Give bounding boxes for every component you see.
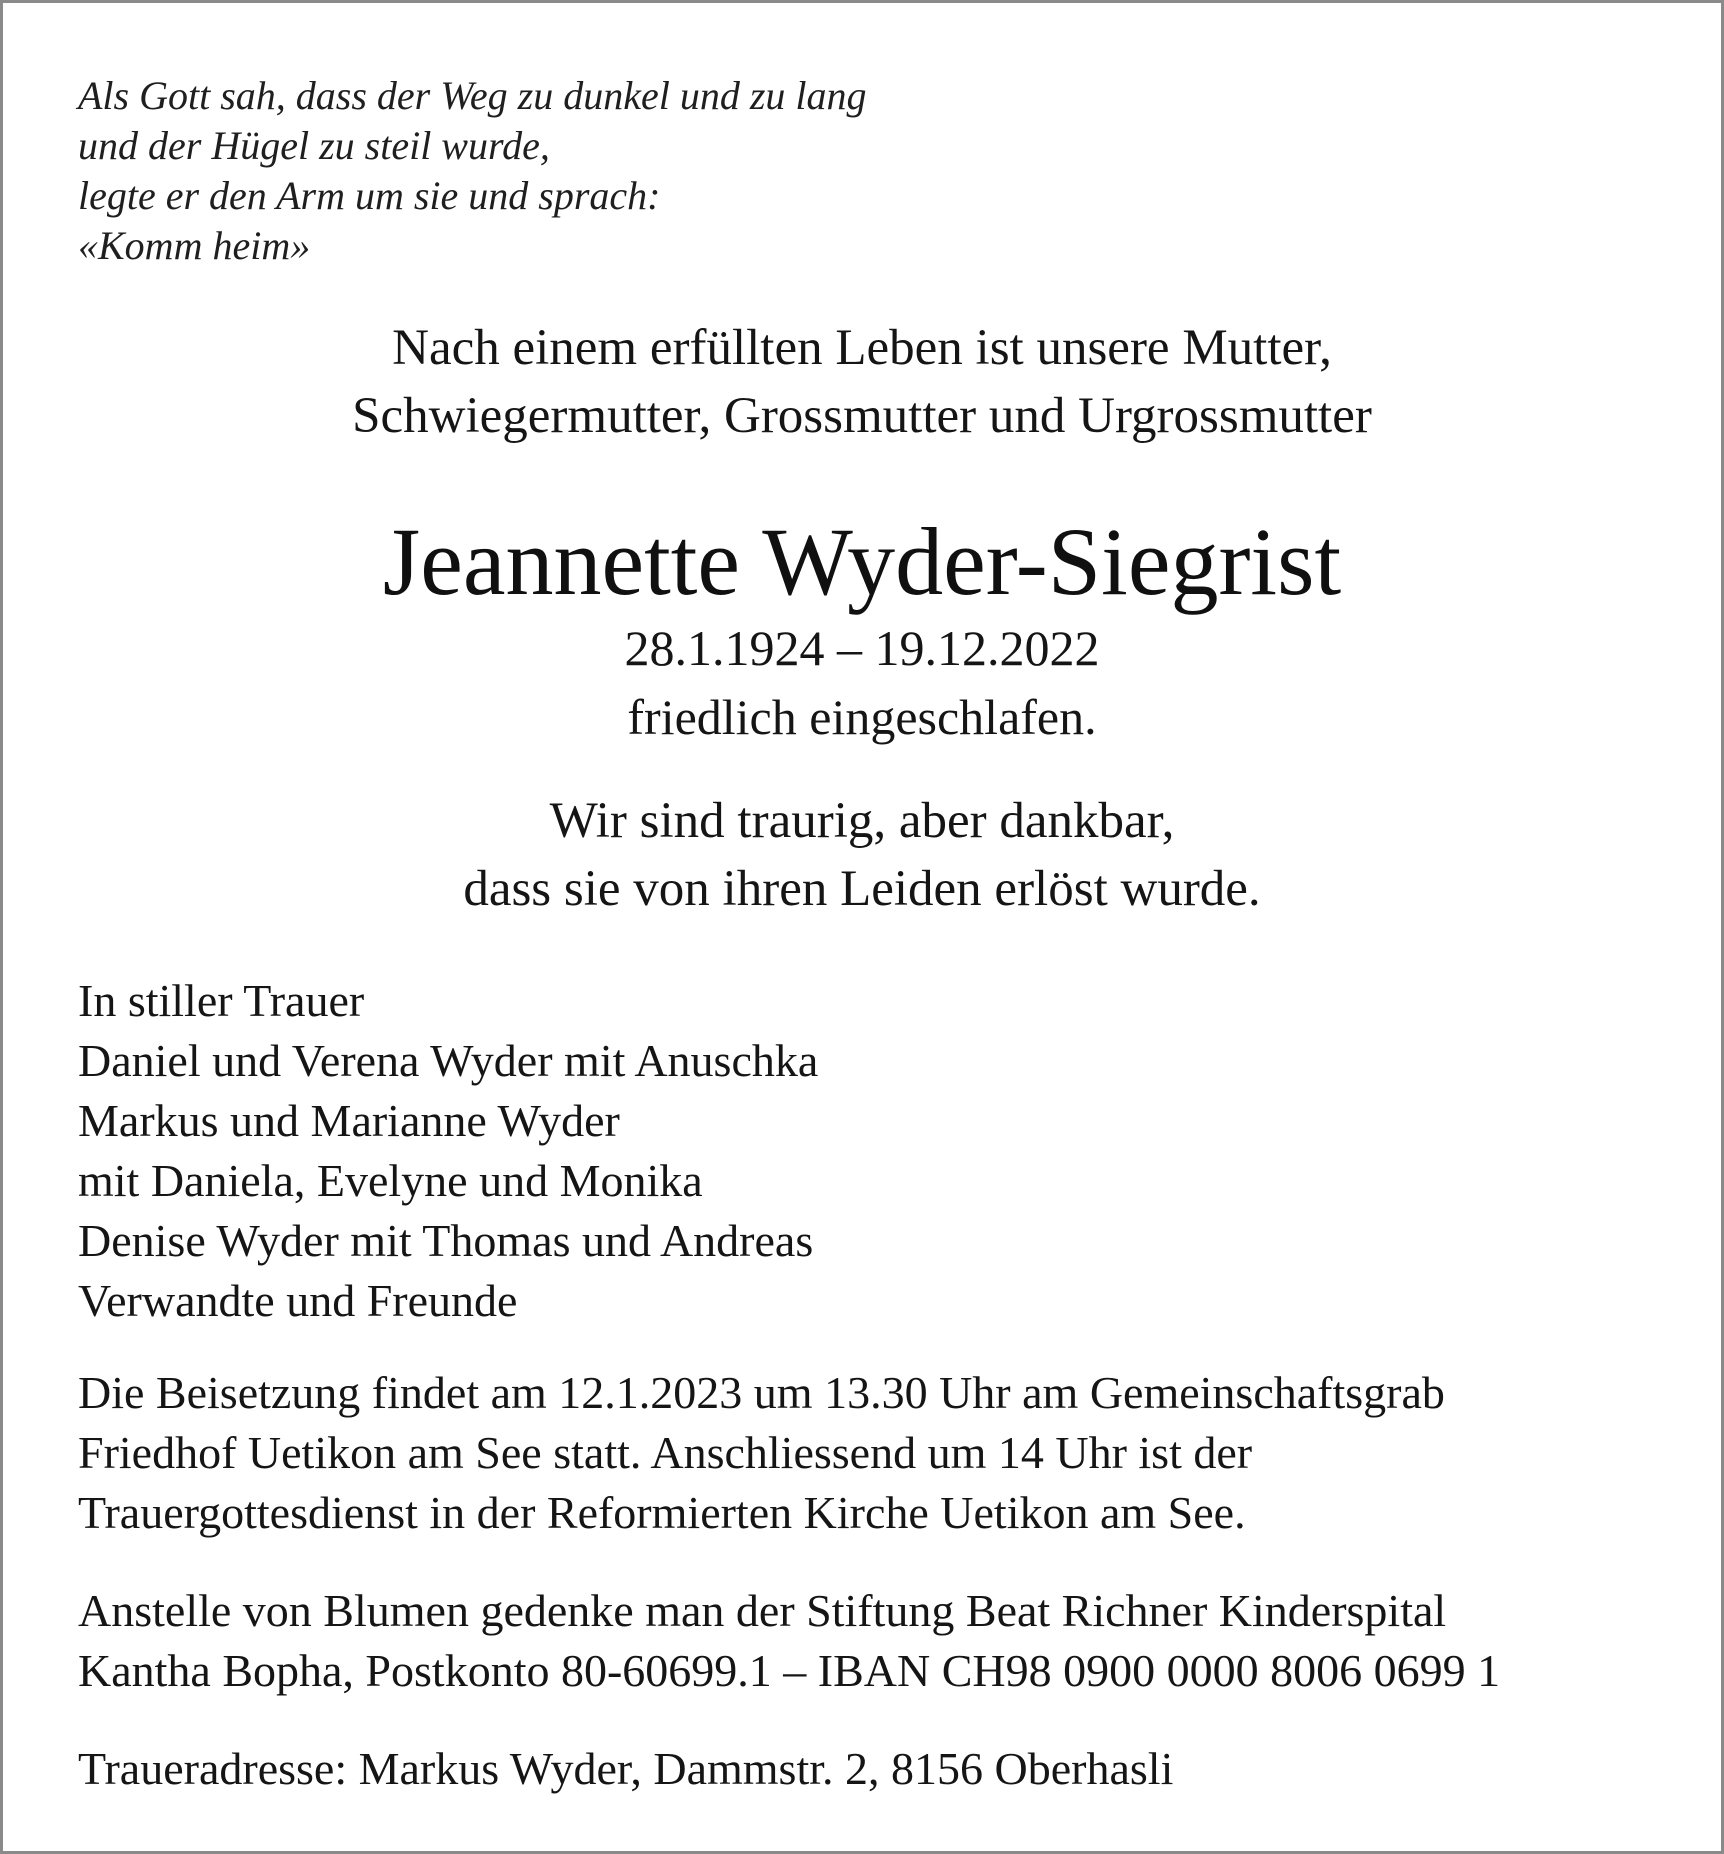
- mourner-line: Verwandte und Freunde: [78, 1275, 518, 1326]
- mourner-line: Markus und Marianne Wyder: [78, 1095, 620, 1146]
- poem-line-3: legte er den Arm um sie und sprach:: [78, 173, 661, 218]
- mourner-line: Daniel und Verena Wyder mit Anuschka: [78, 1035, 819, 1086]
- poem-line-1: Als Gott sah, dass der Weg zu dunkel und zu lang: [78, 73, 867, 118]
- intro-line-1: Nach einem erfüllten Leben ist unsere Mutter,: [392, 320, 1332, 376]
- closing-line-2: dass sie von ihren Leiden erlöst wurde.: [463, 861, 1261, 917]
- donation-line-1: Anstelle von Blumen gedenke man der Stiftung Beat Richner Kinderspital: [78, 1585, 1447, 1636]
- life-dates: 28.1.1924 – 19.12.2022: [624, 620, 1100, 676]
- poem-line-4: «Komm heim»: [78, 223, 311, 268]
- service-line-3: Trauergottesdienst in der Reformierten Kirche Uetikon am See.: [78, 1487, 1246, 1538]
- death-statement: friedlich eingeschlafen.: [627, 689, 1097, 745]
- mourner-line: mit Daniela, Evelyne und Monika: [78, 1155, 703, 1206]
- deceased-name: Jeannette Wyder-Siegrist: [382, 508, 1342, 615]
- donation-line-2: Kantha Bopha, Postkonto 80-60699.1 – IBAN CH98 0900 0000 8006 0699 1: [78, 1645, 1501, 1696]
- poem-line-2: und der Hügel zu steil wurde,: [78, 123, 550, 168]
- service-line-1: Die Beisetzung findet am 12.1.2023 um 13.30 Uhr am Gemeinschaftsgrab: [78, 1367, 1445, 1418]
- service-line-2: Friedhof Uetikon am See statt. Anschliessend um 14 Uhr ist der: [78, 1427, 1253, 1478]
- mourners-heading: In stiller Trauer: [78, 975, 365, 1026]
- closing-line-1: Wir sind traurig, aber dankbar,: [549, 793, 1175, 849]
- mourner-line: Denise Wyder mit Thomas und Andreas: [78, 1215, 814, 1266]
- intro-line-2: Schwiegermutter, Grossmutter und Urgrossmutter: [352, 388, 1372, 444]
- mourning-address: Traueradresse: Markus Wyder, Dammstr. 2, 8156 Oberhasli: [78, 1743, 1174, 1794]
